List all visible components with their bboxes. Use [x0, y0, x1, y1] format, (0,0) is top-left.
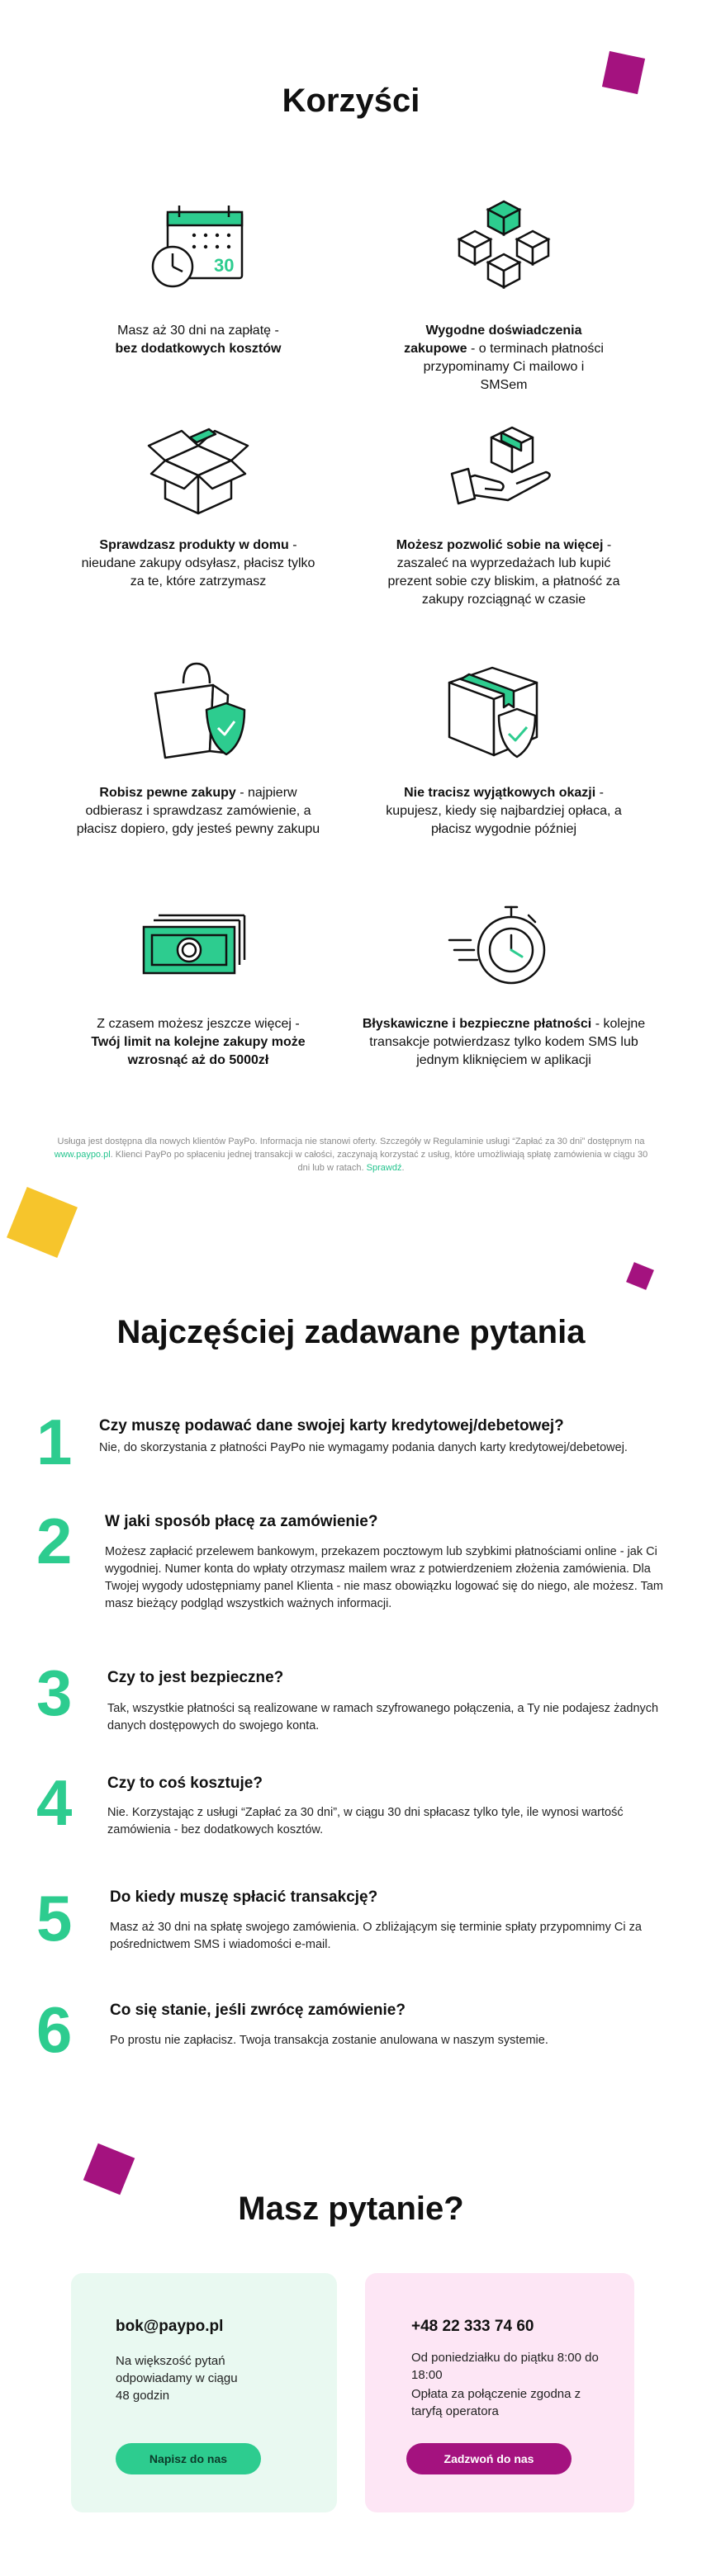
benefits-title: Korzyści	[282, 83, 420, 119]
hand-gift-icon	[450, 421, 557, 516]
faq-answer-6: Po prostu nie zapłacisz. Twoja transakcja zostanie anulowana w naszym systemie.	[110, 2034, 548, 2047]
faq-question-4: Czy to coś kosztuje?	[107, 1775, 263, 1792]
benefit-text-7: Z czasem możesz jeszcze więcej - Twój limit na kolejne zakupy może wzrosnąć aż do 5000zł	[91, 1017, 306, 1067]
box-shield-icon	[446, 664, 553, 768]
check-link[interactable]: Sprawdź	[366, 1163, 402, 1173]
faq-number-3: 3	[36, 1657, 73, 1729]
faq-question-3: Czy to jest bezpieczne?	[107, 1669, 284, 1686]
benefit-text-4: Możesz pozwolić sobie na więcej - zaszaleć na wyprzedażach lub kupić prezent sobie czy bliskim, a płatność za zakupy rozciągnąć w czasie	[387, 538, 620, 607]
benefit-text-5: Robisz pewne zakupy - najpierw odbierasz i sprawdzasz zamówienie, a płacisz dopiero, gdy jesteś pewny zakupu	[76, 786, 320, 836]
benefit-text-2: Wygodne doświadczenia zakupowe - o terminach płatności przypominamy Ci mailowo i SMSem	[404, 324, 604, 392]
stopwatch-icon	[446, 904, 553, 995]
faq-title: Najczęściej zadawane pytania	[116, 1314, 586, 1350]
calendar-clock-icon	[145, 202, 252, 297]
contact-title: Masz pytanie?	[238, 2191, 464, 2227]
email-card	[71, 2273, 337, 2512]
faq-answer-2: Możesz zapłacić przelewem bankowym, przekazem pocztowym lub szybkimi płatnościami online - jak Ci wygodniej. Numer konta do wpłaty otrzymasz mailem wraz z potwierdzeniem złożenia zamówienia. Dla Twojej wygody udostępniamy panel Klienta - nie masz obowiązku logować się do niego, ale możesz. Tam masz bieżący podgląd wszystkich ważnych informacji.	[105, 1545, 663, 1610]
paypo-link[interactable]: www.paypo.pl	[54, 1150, 111, 1160]
banknotes-icon	[140, 912, 248, 982]
phone-card	[365, 2273, 634, 2512]
benefits-disclaimer: Usługa jest dostępna dla nowych klientów PayPo. Informacja nie stanowi oferty. Szczegóły w Regulaminie usługi “Zapłać za 30 dni” dostępnym na www.paypo.pl. Klienci PayPo po spłaceniu jednej transakcji w całości, zaczynają korzystać z usług, które umożliwiają spłatę zamówienia w ciągu 30 dni lub w ratach. Sprawdź.	[54, 1137, 648, 1173]
faq-number-5: 5	[36, 1882, 73, 1954]
benefit-text-6: Nie tracisz wyjątkowych okazji - kupujesz, kiedy się najbardziej opłaca, a płacisz wygodnie później	[386, 786, 622, 836]
svg-text:30: 30	[214, 255, 235, 276]
decorative-magenta-square-contact	[83, 2144, 135, 2195]
write-to-us-button[interactable]: Napisz do nas	[116, 2443, 261, 2474]
faq-question-6: Co się stanie, jeśli zwrócę zamówienie?	[110, 2002, 406, 2019]
phone-hours: Od poniedziałku do piątku 8:00 do 18:00	[411, 2351, 599, 2382]
faq-answer-3: Tak, wszystkie płatności są realizowane w ramach szyfrowanego połączenia, a Ty nie podajesz żadnych danych dostępowych do swojego konta.	[107, 1702, 659, 1732]
faq-answer-1: Nie, do skorzystania z płatności PayPo nie wymagamy podania danych karty kredytowej/debetowej.	[99, 1441, 628, 1454]
benefit-text-3: Sprawdzasz produkty w domu - nieudane zakupy odsyłasz, płacisz tylko za te, które zatrzymasz	[81, 538, 315, 588]
cubes-icon	[450, 198, 557, 297]
bag-shield-icon	[149, 660, 248, 768]
faq-number-2: 2	[36, 1505, 73, 1577]
faq-question-5: Do kiedy muszę spłacić transakcję?	[110, 1888, 378, 1906]
faq-question-1: Czy muszę podawać dane swojej karty kredytowej/debetowej?	[99, 1417, 564, 1435]
decorative-yellow-square	[7, 1187, 78, 1258]
phone-fee-info: Opłata za połączenie zgodna z taryfą operatora	[411, 2387, 581, 2418]
open-box-icon	[145, 421, 252, 524]
faq-question-2: W jaki sposób płacę za zamówienie?	[105, 1513, 378, 1530]
faq-number-1: 1	[36, 1406, 73, 1478]
email-response-time: Na większość pytań odpowiadamy w ciągu 48 godzin	[116, 2354, 238, 2403]
faq-number-4: 4	[36, 1766, 73, 1839]
benefit-text-8: Błyskawiczne i bezpieczne płatności - kolejne transakcje potwierdzasz tylko kodem SMS lub jednym kliknięciem w aplikacji	[362, 1017, 646, 1067]
faq-number-6: 6	[36, 1993, 73, 2066]
phone-number: +48 22 333 74 60	[411, 2318, 534, 2335]
email-address: bok@paypo.pl	[116, 2318, 224, 2335]
faq-answer-4: Nie. Korzystając z usługi “Zapłać za 30 dni”, w ciągu 30 dni spłacasz tylko tyle, ile wynosi wartość zamówienia - bez dodatkowych kosztów.	[107, 1806, 624, 1836]
benefit-text-1: Masz aż 30 dni na zapłatę - bez dodatkowych kosztów	[115, 324, 282, 356]
decorative-magenta-square-small	[626, 1262, 654, 1290]
call-us-button[interactable]: Zadzwoń do nas	[406, 2443, 572, 2474]
faq-answer-5: Masz aż 30 dni na spłatę swojego zamówienia. O zbliżającym się terminie spłaty przypomnimy Ci za pośrednictwem SMS i wiadomości e-mail.	[110, 1921, 642, 1951]
